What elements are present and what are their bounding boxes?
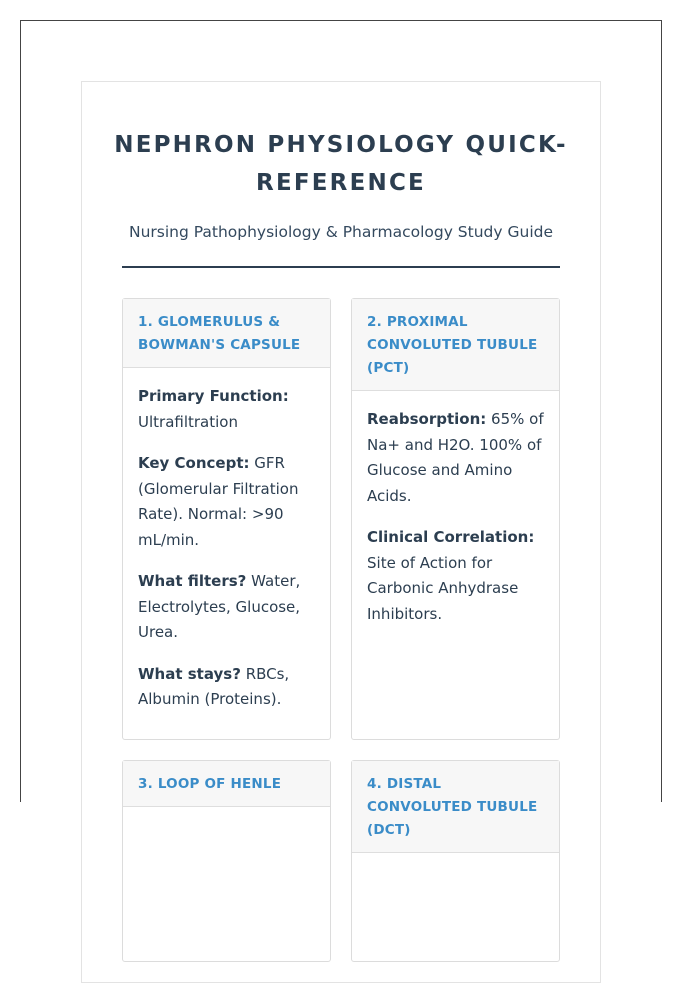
item-label: What filters? <box>138 572 247 590</box>
item-text: Site of Action for Carbonic Anhydrase Inhibitors. <box>367 553 519 623</box>
item-label: Primary Function: <box>138 387 289 405</box>
card-body <box>352 391 559 655</box>
card-title: 3. LOOP OF HENLE <box>123 761 330 807</box>
card-pct <box>351 298 560 740</box>
item-text: GFR (Glomerular Filtration Rate). Normal: >90 mL/min. <box>138 454 299 549</box>
card-item <box>138 451 315 553</box>
card-loop-of-henle <box>122 760 331 962</box>
item-label: Reabsorption: <box>367 410 487 428</box>
title-divider <box>122 266 560 268</box>
item-label: What stays? <box>138 664 241 683</box>
card-dct <box>351 760 560 962</box>
item-text: 65% of Na+ and H2O. 100% of Glucose and Amino Acids. <box>367 410 544 505</box>
card-title: 4. DISTAL CONVOLUTED TUBULE (DCT) <box>352 761 559 853</box>
item-label: Key Concept: <box>138 454 250 472</box>
item-text: RBCs, Albumin (Proteins). <box>138 664 290 708</box>
item-text: Ultrafiltration <box>138 412 238 431</box>
card-item <box>138 384 315 435</box>
card-item <box>138 569 315 646</box>
document-viewport[interactable] <box>20 20 662 838</box>
study-guide-page <box>81 81 601 983</box>
item-text: Water, Electrolytes, Glucose, Urea. <box>138 572 301 641</box>
card-glomerulus <box>122 298 331 740</box>
page-title: NEPHRON PHYSIOLOGY QUICK-REFERENCE <box>114 132 568 196</box>
card-body <box>123 368 330 741</box>
card-title: 1. GLOMERULUS & BOWMAN'S CAPSULE <box>123 299 330 368</box>
card-title: 2. PROXIMAL CONVOLUTED TUBULE (PCT) <box>352 299 559 391</box>
card-item <box>138 662 315 713</box>
item-label: Clinical Correlation: <box>367 528 535 546</box>
card-item <box>367 525 544 627</box>
page-subtitle: Nursing Pathophysiology & Pharmacology Study Guide <box>128 223 554 241</box>
card-item <box>367 407 544 509</box>
